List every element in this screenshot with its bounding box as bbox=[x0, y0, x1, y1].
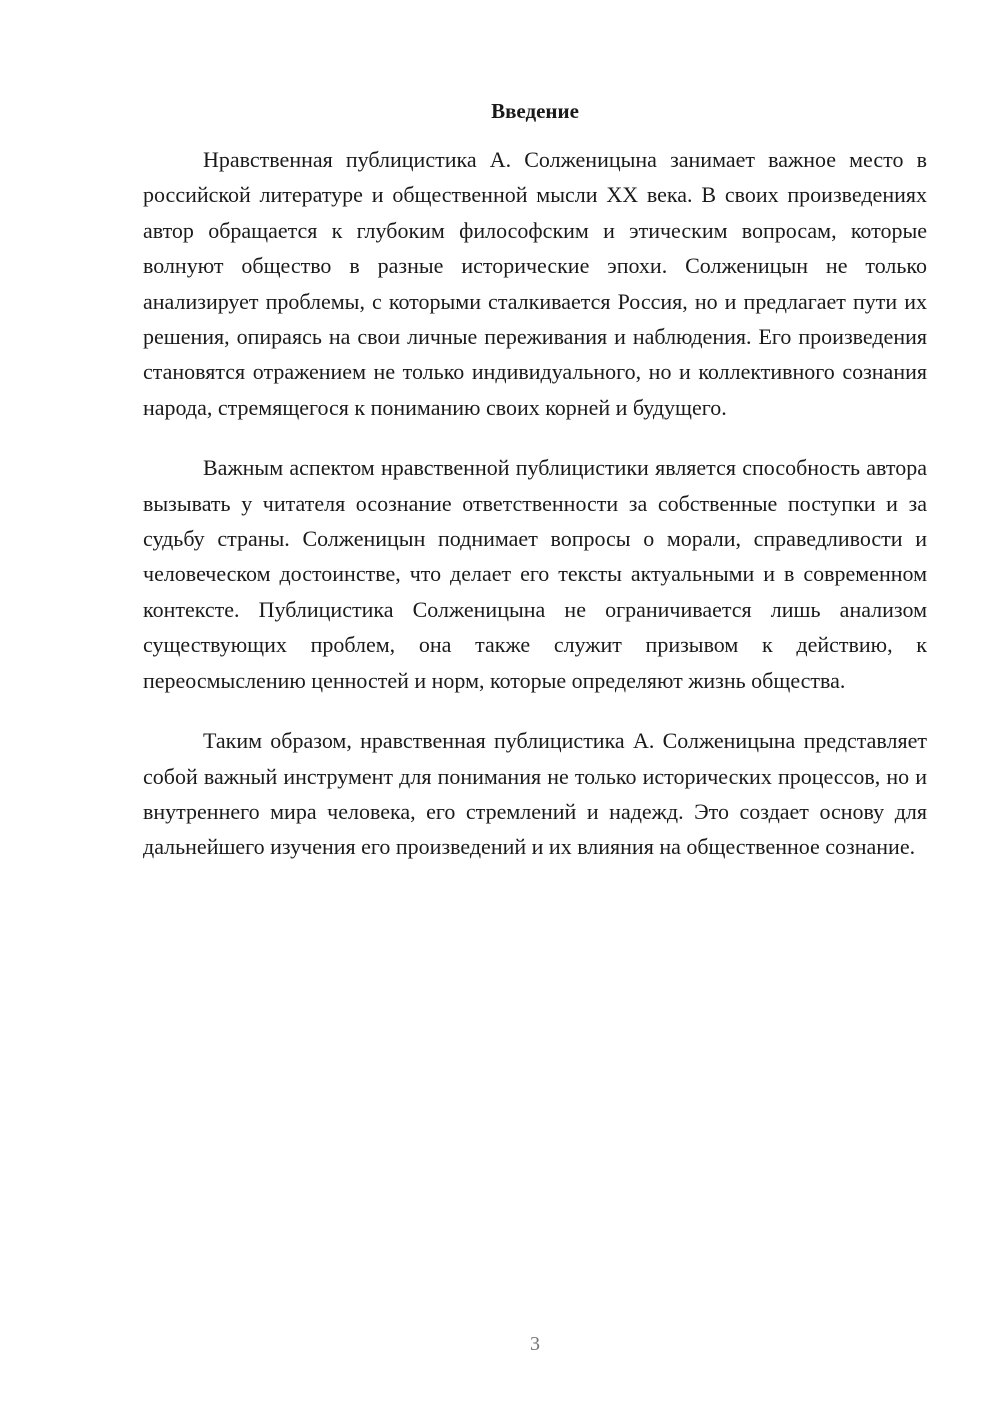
paragraph-2: Важным аспектом нравственной публицистики является способность автора вызывать у читателя осознание ответственности за собственные поступки и за судьбу страны. Солженицын поднимает вопросы о морали, справедливости и человеческом достоинстве, что делает его тексты актуальными и в современном контексте. Публицистика Солженицына не ограничивается лишь анализом существующих проблем, она также служит призывом к действию, к переосмыслению ценностей и норм, которые определяют жизнь общества. bbox=[143, 455, 927, 693]
paragraph-3: Таким образом, нравственная публицистика А. Солженицына представляет собой важный инструмент для понимания не только исторических процессов, но и внутреннего мира человека, его стремлений и надежд. Это создает основу для дальнейшего изучения его произведений и их влияния на общественное сознание. bbox=[143, 728, 927, 860]
body-text bbox=[143, 142, 927, 890]
page-number: 3 bbox=[530, 1333, 540, 1355]
paragraph-1: Нравственная публицистика А. Солженицына занимает важное место в российской литературе и общественной мысли XX века. В своих произведениях автор обращается к глубоким философским и этическим вопросам, которые волнуют общество в разные исторические эпохи. Солженицын не только анализирует проблемы, с которыми сталкивается Россия, но и предлагает пути их решения, опираясь на свои личные переживания и наблюдения. Его произведения становятся отражением не только индивидуального, но и коллективного сознания народа, стремящегося к пониманию своих корней и будущего. bbox=[143, 147, 927, 420]
section-title: Введение bbox=[491, 99, 579, 123]
